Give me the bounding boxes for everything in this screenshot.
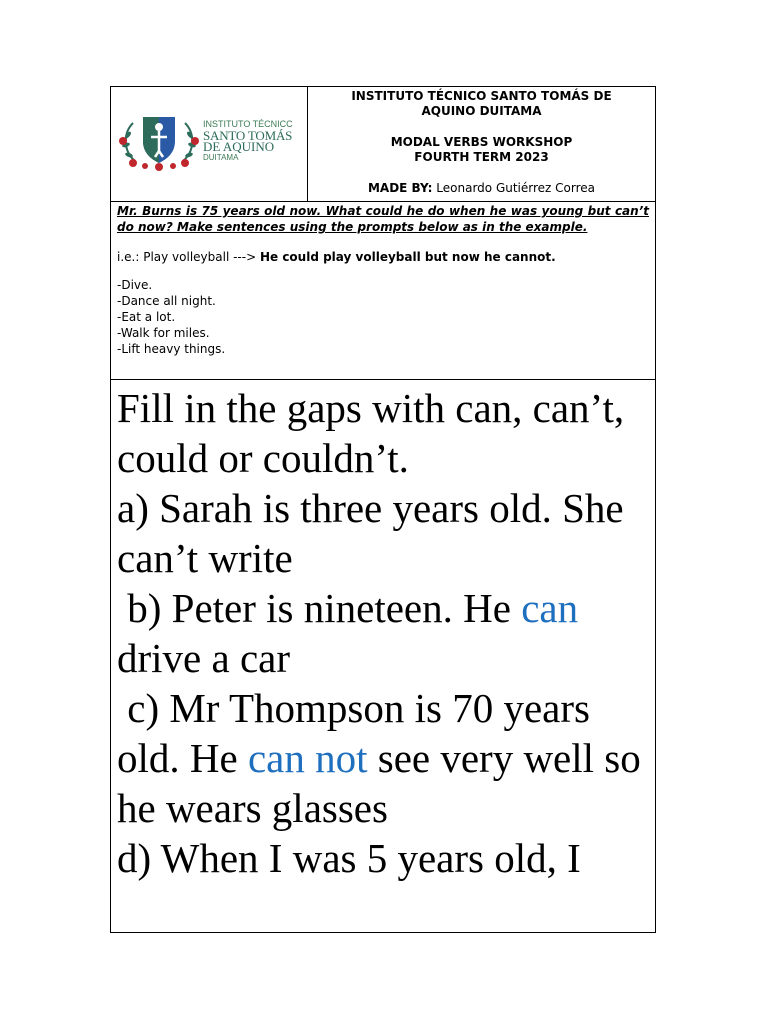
example-answer: He could play volleyball but now he cannot. [259, 250, 556, 264]
worksheet [110, 86, 656, 933]
item-b-answer: can [521, 585, 579, 631]
exercise-section [111, 381, 655, 932]
workshop-title [308, 135, 655, 165]
logo-line: DUITAMA [203, 153, 239, 162]
item-b-text-end: drive a car [117, 585, 589, 681]
logo-cell [111, 87, 308, 201]
school-logo [115, 111, 301, 171]
logo-line: SANTO TOMÁS [203, 128, 293, 143]
header-row [111, 87, 655, 202]
logo-wordmark [203, 119, 293, 163]
school-name-line2: AQUINO DUITAMA [421, 104, 542, 118]
logo-line: INSTITUTO TÉCNICC [203, 119, 293, 129]
school-name [308, 89, 655, 119]
item-c-answer: can not [247, 735, 368, 781]
school-name-line1: INSTITUTO TÉCNICO SANTO TOMÁS DE [351, 89, 612, 103]
prompt-question: Mr. Burns is 75 years old now. What could he do when he was young but can’t do now? Make sentences using the prompts below as in the example. [117, 204, 649, 234]
list-item: -Walk for miles. [117, 326, 210, 340]
school-crest-icon [115, 111, 203, 171]
list-item: -Dive. [117, 278, 153, 292]
exercise-instruction: Fill in the gaps with can, can’t, could or couldn’t. [117, 385, 625, 481]
item-c-text: c) Mr Thompson is 70 years old. He [117, 685, 601, 781]
exercise-item-b [117, 583, 649, 683]
list-item: -Eat a lot. [117, 310, 176, 324]
title-cell [308, 87, 655, 201]
list-item: -Dance all night. [117, 294, 216, 308]
term-label: FOURTH TERM 2023 [414, 150, 549, 164]
logo-line: DE AQUINO [203, 139, 275, 154]
made-by-label: MADE BY: [367, 181, 433, 195]
example-prefix: i.e.: Play volleyball ---> [117, 250, 260, 264]
prompt-example [117, 249, 649, 265]
author-line [308, 181, 655, 196]
list-item: -Lift heavy things. [117, 342, 226, 356]
prompt-section [111, 202, 655, 380]
item-b-text: b) Peter is nineteen. He [117, 585, 522, 631]
workshop-name: MODAL VERBS WORKSHOP [390, 135, 573, 149]
exercise-item-a: a) Sarah is three years old. She can’t write [117, 485, 624, 581]
exercise-item-d: d) When I was 5 years old, I [117, 835, 581, 881]
item-c-text-end: see very well so he wears glasses [117, 735, 651, 831]
exercise-item-c [117, 683, 649, 833]
prompt-list [117, 277, 649, 357]
author-name: Leonardo Gutiérrez Correa [432, 181, 596, 195]
